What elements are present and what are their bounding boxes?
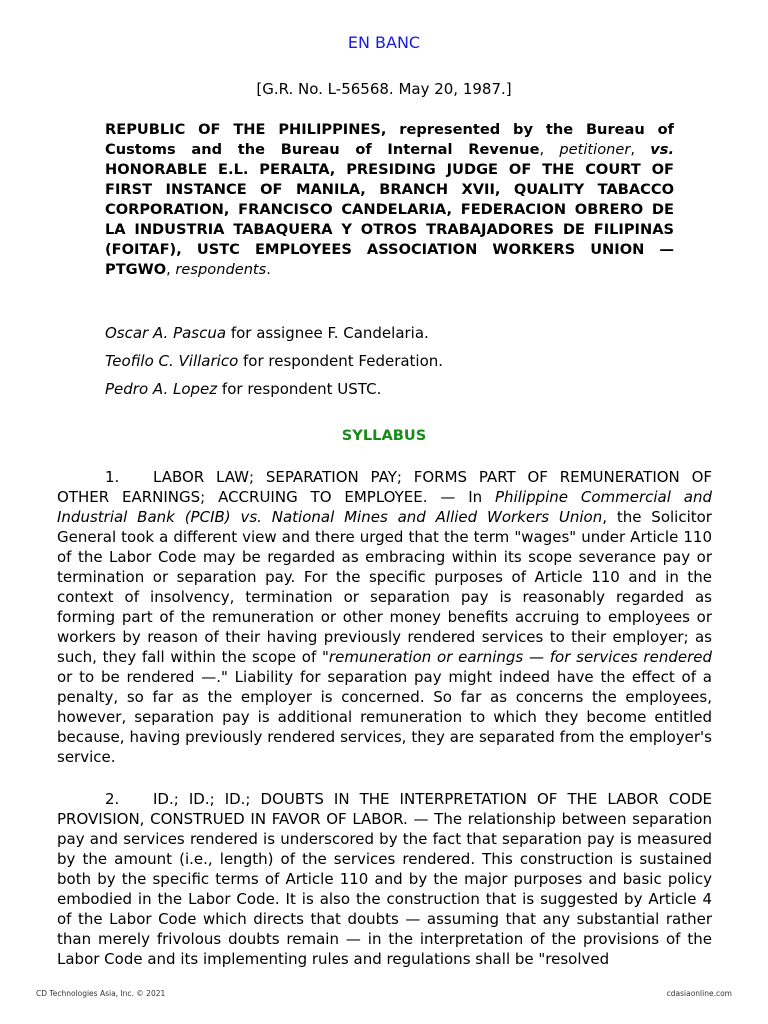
versus-label: vs. [650,141,675,158]
petitioner-label: petitioner [559,141,631,158]
counsel-name: Oscar A. Pascua [105,324,227,342]
respondents-label: respondents [175,261,267,278]
separator: , [166,261,176,278]
counsel-name: Teofilo C. Villarico [105,352,239,370]
counsel-line [105,323,429,343]
petitioner-name: REPUBLIC OF THE PHILIPPINES, represented by the Bureau of Customs and the Bureau of Internal Revenue [105,121,674,158]
counsel-role: for respondent USTC. [217,380,382,398]
syllabus-paragraph [57,789,712,969]
syllabus-paragraph [57,467,712,767]
division-heading: EN BANC [347,33,421,52]
counsel-role: for respondent Federation. [238,352,444,370]
period: . [266,261,271,278]
counsel-line [105,379,381,399]
paragraph-text: LABOR LAW; SEPARATION PAY; FORMS PART OF REMUNERATION OF OTHER EARNINGS; ACCRUING TO EMPLOYEE. — In [57,468,712,506]
case-citation: Philippine Commercial and Industrial Bank (PCIB) vs. National Mines and Allied Workers Union [57,488,712,526]
paragraph-number: 2. [105,790,120,808]
footer-copyright: CD Technologies Asia, Inc. © 2021 [36,989,166,998]
separator: , [630,141,651,158]
syllabus-heading: SYLLABUS [341,427,427,444]
paragraph-text: or to be rendered —." Liability for separation pay might indeed have the effect of a penalty, so far as the employer is concerned. So far as concerns the employees, however, separation pay is additional remuneration to which they become entitled because, having previously rendered services, they are separated from the employer's service. [57,668,712,766]
case-number: [G.R. No. L-56568. May 20, 1987.] [256,80,512,98]
counsel-name: Pedro A. Lopez [105,380,218,398]
footer-website: cdasiaonline.com [666,989,732,998]
case-parties [105,120,674,280]
paragraph-text: , the Solicitor General took a different view and there urged that the term "wages" under Article 110 of the Labor Code may be regarded as embracing within its scope severance pay or termination or separation pay. For the specific purposes of Article 110 and in the context of insolvency, termination or separation pay is reasonably regarded as forming part of the remuneration or other money benefits accruing to employees or workers by reason of their having previously rendered services to their employer; as such, they fall within the scope of " [57,508,712,666]
respondents-names: HONORABLE E.L. PERALTA, PRESIDING JUDGE OF THE COURT OF FIRST INSTANCE OF MANILA, BRANCH XVII, QUALITY TABACCO CORPORATION, FRANCISCO CANDELARIA, FEDERACION OBRERO DE LA INDUSTRIA TABAQUERA Y OTROS TRABAJADORES DE FILIPINAS (FOITAF), USTC EMPLOYEES ASSOCIATION WORKERS UNION — PTGWO [105,161,674,278]
paragraph-text: ID.; ID.; ID.; DOUBTS IN THE INTERPRETATION OF THE LABOR CODE PROVISION, CONSTRUED IN FAVOR OF LABOR. — The relationship between separation pay and services rendered is underscored by the fact that separation pay is measured by the amount (i.e., length) of the services rendered. This construction is sustained both by the specific terms of Article 110 and by the major purposes and basic policy embodied in the Labor Code. It is also the construction that is suggested by Article 4 of the Labor Code which directs that doubts — assuming that any substantial rather than merely frivolous doubts remain — in the interpretation of the provisions of the Labor Code and its implementing rules and regulations shall be "resolved [57,790,712,968]
separator: , [539,141,560,158]
counsel-line [105,351,443,371]
counsel-role: for assignee F. Candelaria. [226,324,429,342]
paragraph-number: 1. [105,468,120,486]
quoted-phrase: remuneration or earnings — for services rendered [328,648,713,666]
